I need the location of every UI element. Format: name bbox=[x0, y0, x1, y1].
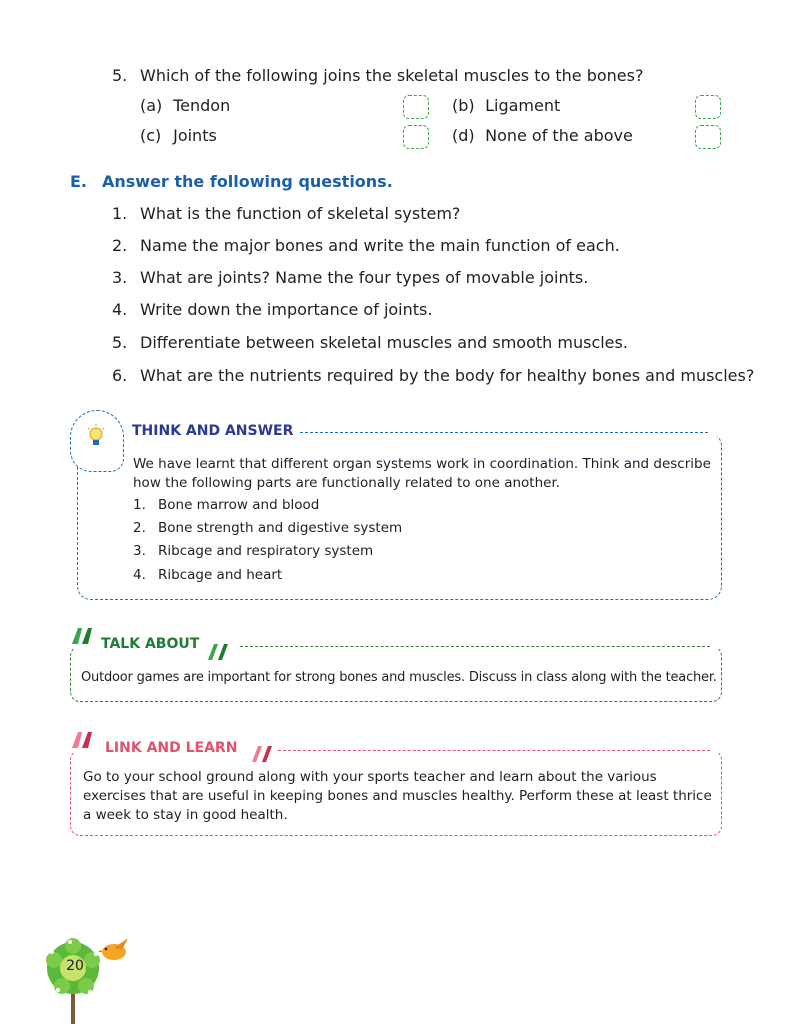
option-label: (d) bbox=[452, 126, 475, 145]
answer-checkbox-a[interactable] bbox=[403, 95, 429, 119]
item-text: Bone strength and digestive system bbox=[158, 520, 403, 536]
divider bbox=[240, 646, 710, 647]
answer-checkbox-c[interactable] bbox=[403, 125, 429, 149]
item-text: What is the function of skeletal system? bbox=[140, 204, 461, 223]
talk-about-title: TALK ABOUT bbox=[101, 636, 203, 652]
close-quote-icon bbox=[206, 642, 230, 662]
item-text: What are the nutrients required by the body for healthy bones and muscles? bbox=[140, 366, 755, 385]
list-item bbox=[133, 567, 282, 583]
talk-about-text: Outdoor games are important for strong bones and muscles. Discuss in class along with the teacher. bbox=[81, 670, 717, 685]
link-and-learn-text: Go to your school ground along with your sports teacher and learn about the various exercises that are useful in keeping bones and muscles healthy. Perform these at least thrice a week to stay in good health. bbox=[83, 769, 712, 823]
option-text: None of the above bbox=[485, 126, 633, 145]
divider bbox=[300, 432, 708, 433]
answer-checkbox-d[interactable] bbox=[695, 125, 721, 149]
think-intro-text: We have learnt that different organ systems work in coordination. Think and describe how the following parts are functionally related to one another. bbox=[133, 456, 711, 491]
option-text: Ligament bbox=[485, 96, 561, 115]
list-item bbox=[112, 268, 588, 287]
option-text: Joints bbox=[173, 126, 217, 145]
close-quote-icon bbox=[250, 744, 274, 764]
question-text: Which of the following joins the skeletal muscles to the bones? bbox=[140, 66, 644, 85]
list-item bbox=[133, 497, 319, 513]
open-quote-icon bbox=[70, 626, 94, 646]
question-number: 5. bbox=[112, 66, 128, 85]
list-item bbox=[112, 300, 432, 319]
option-label: (a) bbox=[140, 96, 163, 115]
item-text: Bone marrow and blood bbox=[158, 497, 320, 513]
open-quote-icon bbox=[70, 730, 94, 750]
option-label: (b) bbox=[452, 96, 475, 115]
list-item bbox=[112, 333, 628, 352]
option-text: Tendon bbox=[173, 96, 231, 115]
section-title: Answer the following questions. bbox=[102, 172, 393, 191]
item-number: 1. bbox=[112, 204, 128, 223]
list-item bbox=[112, 366, 754, 385]
item-text: What are joints? Name the four types of movable joints. bbox=[140, 268, 589, 287]
option-c bbox=[140, 126, 217, 145]
link-and-learn-title: LINK AND LEARN bbox=[105, 740, 238, 756]
item-number: 5. bbox=[112, 333, 128, 352]
list-item bbox=[133, 543, 373, 559]
item-text: Ribcage and respiratory system bbox=[158, 543, 374, 559]
lightbulb-icon bbox=[86, 424, 106, 452]
list-item bbox=[112, 204, 460, 223]
think-and-answer-title: THINK AND ANSWER bbox=[132, 423, 294, 439]
item-number: 4. bbox=[112, 300, 128, 319]
page-number: 20 bbox=[66, 958, 84, 974]
option-a bbox=[140, 96, 230, 115]
item-text: Differentiate between skeletal muscles and smooth muscles. bbox=[140, 333, 628, 352]
item-number: 6. bbox=[112, 366, 128, 385]
item-number: 2. bbox=[112, 236, 128, 255]
item-number: 3. bbox=[112, 268, 128, 287]
section-letter: E. bbox=[70, 172, 88, 191]
answer-checkbox-b[interactable] bbox=[695, 95, 721, 119]
option-label: (c) bbox=[140, 126, 162, 145]
item-number: 4. bbox=[133, 567, 146, 583]
item-text: Ribcage and heart bbox=[158, 567, 283, 583]
option-b bbox=[452, 96, 560, 115]
item-text: Write down the importance of joints. bbox=[140, 300, 433, 319]
item-text: Name the major bones and write the main function of each. bbox=[140, 236, 620, 255]
divider bbox=[278, 750, 710, 751]
list-item bbox=[112, 236, 620, 255]
bird-icon bbox=[98, 936, 134, 962]
list-item bbox=[133, 520, 402, 536]
item-number: 2. bbox=[133, 520, 146, 536]
option-d bbox=[452, 126, 633, 145]
item-number: 3. bbox=[133, 543, 146, 559]
item-number: 1. bbox=[133, 497, 146, 513]
